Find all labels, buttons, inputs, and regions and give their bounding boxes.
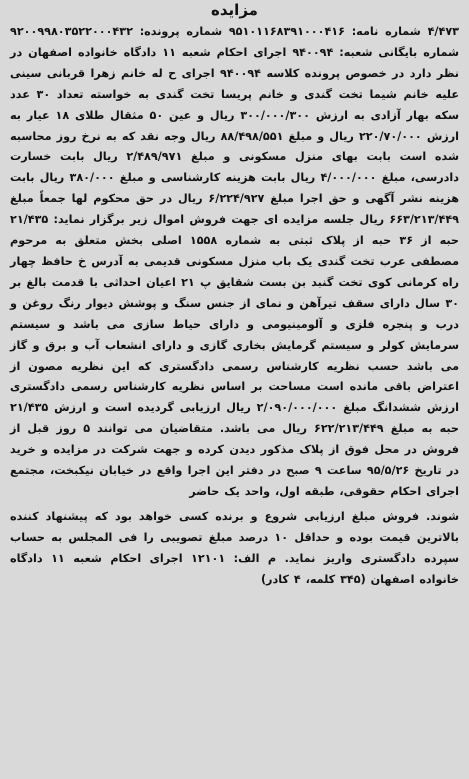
notice-paragraph-terms: شوند. فروش مبلغ ارزیابی شروع و برنده کسی خواهد بود که پیشنهاد کننده بالاترین قیمت بوده و حداقل ۱۰ درصد مبلغ تصویبی را فی المجلس به حساب سپرده دادگستری واریز نماید. م الف: ۱۲۱۰۱ اجرای احکام شعبه ۱۱ دادگاه خانواده اصفهان (۳۴۵ کلمه، ۴ کادر) <box>10 509 460 586</box>
notice-title: مزایده <box>211 1 258 19</box>
notice-body <box>10 22 459 590</box>
notice-paragraph-main: ۴/۴۷۳ شماره نامه: ۹۵۱۰۱۱۶۸۳۹۱۰۰۰۴۱۶ شماره پرونده: ۹۲۰۰۹۹۸۰۳۵۲۲۰۰۰۴۳۲ شماره بایگانی شعبه: ۹۴۰۰۹۴ اجرای احکام شعبه ۱۱ دادگاه خانواده اصفهان در نظر دارد در خصوص پرونده کلاسه ۹۴۰۰۹۴ اجرای ح له خانم زهرا قربانی سینی علیه خانم شیما تخت گندی و خانم پریسا تخت گندی به خواسته تعداد ۳۰ عدد سکه بهار آزادی به ارزش ۳۰۰/۰۰۰/۳۰۰ ریال و عین ۵۰ مثقال طلای ۱۸ عیار به ارزش ۲۲۰/۷۰/۰۰۰ ریال و مبلغ ۸۸/۴۹۸/۵۵۱ ریال وجه نقد که به نرخ روز محاسبه شده است بابت بهای منزل مسکونی و مبلغ ۲/۴۸۹/۹۷۱ ریال بابت خسارت دادرسی، مبلغ ۴/۰۰۰/۰۰۰ ریال بابت هزینه کارشناسی و مبلغ ۳۸۰/۰۰۰ ریال بابت هزینه نشر آگهی و حق اجرا مبلغ ۶/۲۲۴/۹۲۷ ریال در حق محکوم لها جمعاً مبلغ ۶۶۳/۲۱۳/۴۴۹ ریال جلسه مزایده ای جهت فروش اموال زیر برگزار نماید: ۲۱/۴۳۵ حبه از ۳۶ حبه از پلاک ثبتی به شماره ۱۵۵۸ اصلی بخش متعلق به مرحوم مصطفی عرب تخت گندی یک باب منزل مسکونی قدیمی به آدرس خ حافظ چهار راه کرمانی کوی تخت گنبد بن بست شقایق پ ۲۱ اعیان احداثی با قدمت بالغ بر ۳۰ سال دارای سقف تیرآهن و نمای از جنس سنگ و پوشش دیوار رنگ روغن و درب و پنجره فلزی و آلومینیومی و دارای حیاط سازی می باشد و سیستم سرمایش کولر و سیستم گرمایش بخاری گازی و دارای انشعاب آب و برق و گاز می باشد حسب نظریه کارشناس رسمی دادگستری که این نظریه مصون از اعتراض باقی مانده است مساحت بر اساس نظریه کارشناس رسمی دادگستری ارزش ششدانگ مبلغ ۲/۰۹۰/۰۰۰/۰۰۰ ریال ارزیابی گردیده است و ارزش ۲۱/۴۳۵ حبه به مبلغ ۶۲۲/۲۱۳/۴۴۹ ریال می باشد. متقاضیان می توانند ۵ روز قبل از فروش در محل فوق از پلاک مذکور دیدن کرده و جهت شرکت در مزایده و خرید در تاریخ ۹۵/۵/۲۶ ساعت ۹ صبح در دفتر این اجرا واقع در خیابان نیکبخت، مجتمع اجرای احکام حقوقی، طبقه اول، واحد یک حاضر <box>10 25 460 498</box>
